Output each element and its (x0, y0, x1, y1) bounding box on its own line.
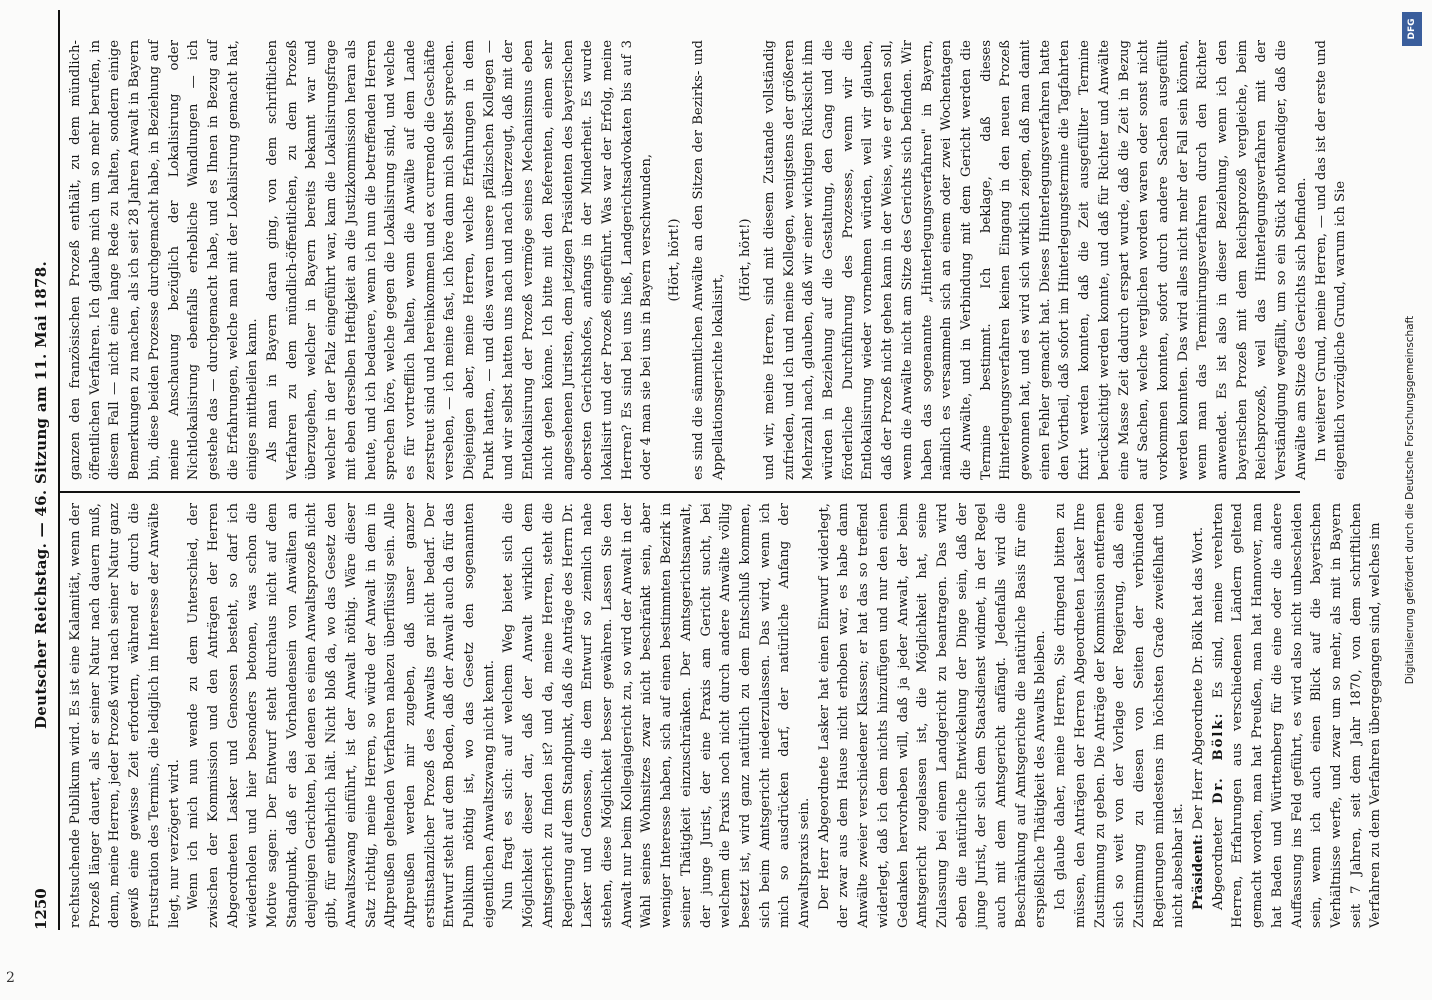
paragraph: ganzen den französischen Prozeß enthält, zu dem mündlich-öffentlichen Verfahren. Ich glaube mich um so mehr berufen, in diesem Fall — nicht eine lange Rede zu halten, sondern einige Bemerkungen zu machen, als ich seit 28 Jahren Anwalt in Bayern bin, diese beiden Prozesse durchgemacht habe, in Beziehung auf meine Anschauung bezüglich der Lokalisirung oder Nichtlokalisirung ebenfalls erhebliche Wandlungen — ich gestehe das — durchgemacht habe, und es Ihnen in Bezug auf die Erfahrungen, welche man mit der Lokalisirung gemacht hat, einiges mittheilen kann. (68, 40, 261, 480)
president-label: Präsident: (1191, 833, 1207, 910)
paragraph: Nun fragt es sich: auf welchem Weg bietet sich die Möglichkeit dieser dar, daß der Anwalt wirklich dem Amtsgericht zu finden ist? und da, meine Herren, steht die Regierung auf dem Standpunkt, daß die Anträge des Herrn Dr. Lasker und Genossen, die dem Entwurf so ziemlich nahe stehen, diese Möglichkeit besser gewähren. Lassen Sie den Anwalt nur beim Kollegialgericht zu, so wird der Anwalt in der Wahl seines Wohnsitzes zwar nicht beschränkt sein, aber weniger Interesse haben, sich auf einen bestimmten Bezirk in seiner Thätigkeit einzuschränken. Der Amtsgerichtsanwalt, der junge Jurist, der eine Praxis am Gericht sucht, bei welchem die Praxis noch nicht durch andere Anwälte völlig besetzt ist, wird ganz natürlich zu dem Entschluß kommen, sich beim Amtsgericht niederzulassen. Das wird, wenn ich mich so ausdrücken darf, der natürliche Anfang der Anwaltspraxis sein. (501, 503, 813, 928)
paragraph: In weiterer Grund, meine Herren, — und das ist der erste und eigentlich vorzügliche Grund, warum ich Sie (1313, 40, 1349, 480)
paragraph: rechtsuchende Publikum wird. Es ist eine Kalamität, wenn der Prozeß länger dauert, als er seiner Natur nach dauern muß, denn, meine Herren, jeder Prozeß wird nach seiner Natur ganz gewiß eine gewisse Zeit erfordern, während er durch die Frustration des Termins, die lediglich im Interesse der Anwälte liegt, nur verzögert wird. (68, 503, 182, 928)
president-text: Der Herr Abgeordnete Dr. Bölk hat das Wort. (1191, 526, 1207, 830)
paragraph: es sind die sämmtlichen Anwälte an den Sitzen der Bezirks- und Appellationsgerichte lokalisirt, (690, 40, 726, 480)
digitization-credit: Digitalisierung gefördert durch die Deutsche Forschungsgemeinschaft (1404, 315, 1416, 685)
interjection: (Hört, hört!) (738, 218, 754, 302)
column-divider (60, 491, 1300, 493)
speech-paragraph (1209, 503, 1386, 928)
header-rule (58, 10, 60, 930)
edge-mark: 2 (6, 970, 15, 986)
president-statement (1189, 503, 1209, 928)
right-column (66, 40, 1349, 480)
paragraph: Wenn ich mich nun wende zu dem Unterschied, der zwischen der Kommission und den Anträgen der Herren Abgeordneten Lasker und Genossen besteht, so darf ich wiederholen und hier besonders betonen, was schon die Motive sagen: Der Entwurf steht durchaus nicht auf dem Standpunkt, daß er das Vorhandensein von Anwälten an denjenigen Gerichten, bei denen es einen Anwaltsprozeß nicht gibt, für entbehrlich hält. Nicht bloß da, wo das Gesetz den Anwaltszwang einführt, ist der Anwalt nöthig. Wäre dieser Satz richtig, meine Herren, so würde der Anwalt in dem in Altpreußen geltenden Verfahren nahezu überflüssig sein. Alle Altpreußen werden mir zugeben, daß unser ganzer erstinstanzlicher Prozeß des Anwalts gar nicht bedarf. Der Entwurf steht auf dem Boden, daß der Anwalt auch da für das Publikum nöthig ist, wo das Gesetz den sogenannten eigentlichen Anwaltszwang nicht kennt. (186, 503, 497, 928)
running-title: Deutscher Reichstag. — 46. Sitzung am 11. Mai 1878. (32, 261, 50, 729)
paragraph: Ich glaube daher, meine Herren, Sie dringend bitten zu müssen, den Anträgen der Herren Abgeordneten Lasker Ihre Zustimmung zu geben. Die Anträge der Kommission entfernen sich so weit von der Vorlage der Regierung, daß eine Zustimmung zu diesen von Seiten der verbündeten Regierungen mindestens im höchsten Grade zweifelhaft und nicht absehbar ist. (1053, 503, 1187, 928)
speaker-intro: Abgeordneter (1210, 817, 1226, 910)
left-column (66, 503, 1384, 928)
paragraph: und wir, meine Herren, sind mit diesem Zustande vollständig zufrieden, und ich und meine Kollegen, wenigstens der größeren Mehrzahl nach, glauben, daß wir einer wichtigen Rücksicht ihm würden in Beziehung auf die Gestaltung, den Gang und die förderliche Durchführung des Prozesses, wenn wir die Entlokalisirung wieder vornehmen würden, weil wir glauben, daß der Prozeß nicht gehen kann in der Weise, wie er gehen soll, wenn die Anwälte nicht am Sitze des Gerichts sich befinden. Wir haben das sogenannte „Hinterlegungsverfahren" in Bayern, nämlich es versammeln sich an einem oder zwei Wochentagen die Anwälte, und in Verbindung mit dem Gericht werden die Termine bestimmt. Ich beklage, daß dieses Hinterlegungsverfahren keinen Eingang in den neuen Prozeß gewonnen hat, und es wird sich wirklich zeigen, daß man damit einen Fehler gemacht hat. Dieses Hinterlegungsverfahren hatte den Vortheil, daß sofort im Hinterlegungstermine die Tagfahrten fixirt werden konnten, daß die Zeit ausgefüllter Termine berücksichtigt werden konnte, und daß für Richter und Anwälte eine Masse Zeit dadurch erspart wurde, daß die Zeit in Bezug auf Sachen, welche verglichen worden waren oder sonst nicht vorkommen konnten, sofort durch andere Sachen ausgefüllt werden konnten. Das wird alles nicht mehr der Fall sein können, wenn man das Terminirungsverfahren durch den Richter anwendet. Es ist also in dieser Beziehung, wenn ich den bayerischen Prozeß mit dem Reichsprozeß vergleiche, beim Reichsprozeß, weil das Hinterlegungsverfahren mit der Verständigung wegfällt, um so ein Stück nothwendiger, daß die Anwälte am Sitze des Gerichts sich befinden. (761, 40, 1309, 480)
page-number: 1250 (32, 888, 50, 930)
interjection: (Hört, hört!) (667, 218, 683, 302)
paragraph: Als man in Bayern daran ging, von dem schriftlichen Verfahren zu dem mündlich-öffentlichen, zu dem Prozeß überzugehen, welcher in Bayern bereits bekannt war und welcher in der Pfalz eingeführt war, kam die Lokalisirungsfrage mit eben derselben Heftigkeit an die Justizkommission heran als heute, und ich bedauere, wenn ich nun die betreffenden Herren sprechen höre, welche gegen die Lokalisirung sind, und welche es für vortrefflich halten, wenn die Anwälte auf dem Lande zerstreut sind und hereinkommen und ex currendo die Geschäfte versehen, — ich meine fast, ich höre dann mich selbst sprechen. Diejenigen aber, meine Herren, welche Erfahrungen in dem Punkt hatten, — und dies waren unsere pfälzischen Kollegen — und wir selbst hatten uns nach und nach überzeugt, daß mit der Entlokalisirung der Prozeß vermöge seines Mechanismus eben nicht gehen könne. Ich bitte mit den Referenten, einem sehr angesehenen Juristen, dem jetzigen Präsidenten des bayerischen obersten Gerichtshofes, anfangs in der Minderheit. Es wurde lokalisirt und der Prozeß eingeführt. Was war der Erfolg, meine Herren? Es sind bei uns hieß, Landgerichtsadvokaten bis auf 3 oder 4 man sie bei uns in Bayern verschwunden, (265, 40, 655, 480)
dfg-logo (1402, 12, 1422, 46)
speech-text: Es sind, meine verehrten Herren, Erfahrungen aus verschiedenen Ländern geltend gemacht worden, man hat Preußen, man hat Hannover, man hat Baden und Württemberg für die eine oder die andere Auffassung ins Feld geführt, es wird also nicht unbescheiden sein, wenn ich auch einen Blick auf die bayerischen Verhältnisse werfe, und zwar um so mehr, als mit in Bayern seit 7 Jahren, seit dem Jahr 1870, von dem schriftlichen Verfahren zu dem Verfahren übergegangen sind, welches im (1210, 503, 1384, 928)
dfg-logo-text: DFG (1407, 18, 1417, 40)
speaker-name: Dr. Bölk: (1210, 711, 1226, 805)
paragraph: Der Herr Abgeordnete Lasker hat einen Einwurf widerlegt, der zwar aus dem Hause nicht erhoben war, es habe dann Anwälte zweier verschiedener Klassen; er hat das so treffend widerlegt, daß ich dem nichts hinzufügen und nur den einen Gedanken hervorheben will, daß ja jeder Anwalt, der beim Amtsgericht zugelassen ist, die Möglichkeit hat, seine Zulassung bei einem Landgericht zu beantragen. Das wird eben die natürliche Entwickelung der Dinge sein, daß der junge Jurist, der sich dem Staatsdienst widmet, in der Regel auch mit dem Amtsgericht anfängt. Jedenfalls wird die Beschränkung auf Amtsgerichte die natürliche Basis für eine erspießliche Thätigkeit des Anwalts bleiben. (816, 503, 1049, 928)
